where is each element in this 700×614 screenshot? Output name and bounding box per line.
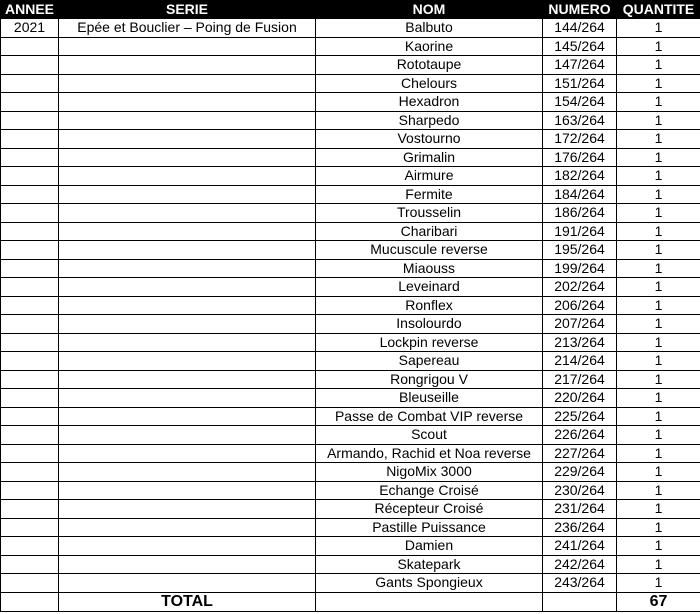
header-annee: ANNEE <box>1 1 59 19</box>
cell-nom: Grimalin <box>316 148 543 167</box>
cell-nom: Echange Croisé <box>316 481 543 500</box>
cell-serie <box>59 537 316 556</box>
cell-numero: 199/264 <box>543 259 617 278</box>
cell-annee <box>1 518 59 537</box>
cell-serie <box>59 463 316 482</box>
cell-quantite: 1 <box>617 259 700 278</box>
cell-nom: Fermite <box>316 185 543 204</box>
cell-nom: Miaouss <box>316 259 543 278</box>
cell-numero: 242/264 <box>543 555 617 574</box>
cell-numero: 214/264 <box>543 352 617 371</box>
table-row <box>1 204 700 223</box>
table-row <box>1 130 700 149</box>
cell-numero: 241/264 <box>543 537 617 556</box>
cell-numero: 220/264 <box>543 389 617 408</box>
cell-numero: 182/264 <box>543 167 617 186</box>
header-row <box>1 1 700 19</box>
cell-quantite: 1 <box>617 481 700 500</box>
table-row <box>1 574 700 593</box>
total-spacer <box>1 592 59 611</box>
cell-nom: Insolourdo <box>316 315 543 334</box>
cell-nom: Sharpedo <box>316 111 543 130</box>
cell-annee <box>1 537 59 556</box>
cell-serie <box>59 352 316 371</box>
cell-nom: Kaorine <box>316 37 543 56</box>
cell-nom: Mucuscule reverse <box>316 241 543 260</box>
table-row <box>1 315 700 334</box>
cell-serie <box>59 204 316 223</box>
cell-annee <box>1 167 59 186</box>
cell-serie <box>59 333 316 352</box>
cell-nom: Gants Spongieux <box>316 574 543 593</box>
cell-annee <box>1 352 59 371</box>
cell-annee <box>1 333 59 352</box>
cell-serie <box>59 481 316 500</box>
cell-quantite: 1 <box>617 185 700 204</box>
cell-serie <box>59 407 316 426</box>
cell-annee <box>1 185 59 204</box>
cell-nom: Lockpin reverse <box>316 333 543 352</box>
table-row <box>1 481 700 500</box>
cell-annee: 2021 <box>1 19 59 38</box>
cell-quantite: 1 <box>617 130 700 149</box>
total-empty-numero <box>543 592 617 611</box>
cell-quantite: 1 <box>617 555 700 574</box>
cell-numero: 172/264 <box>543 130 617 149</box>
cell-nom: Skatepark <box>316 555 543 574</box>
header-serie: SERIE <box>59 1 316 19</box>
cell-quantite: 1 <box>617 463 700 482</box>
cell-serie <box>59 148 316 167</box>
table-row <box>1 333 700 352</box>
header-nom: NOM <box>316 1 543 19</box>
cell-serie <box>59 93 316 112</box>
cell-annee <box>1 370 59 389</box>
table-row <box>1 93 700 112</box>
cell-annee <box>1 148 59 167</box>
cell-annee <box>1 259 59 278</box>
table-row <box>1 463 700 482</box>
cell-nom: Passe de Combat VIP reverse <box>316 407 543 426</box>
cell-quantite: 1 <box>617 74 700 93</box>
table-row <box>1 278 700 297</box>
cell-numero: 186/264 <box>543 204 617 223</box>
cell-nom: Pastille Puissance <box>316 518 543 537</box>
cell-serie <box>59 278 316 297</box>
cell-quantite: 1 <box>617 222 700 241</box>
cell-serie <box>59 555 316 574</box>
cell-numero: 217/264 <box>543 370 617 389</box>
cell-quantite: 1 <box>617 19 700 38</box>
cell-annee <box>1 111 59 130</box>
table-row <box>1 37 700 56</box>
cell-nom: Chelours <box>316 74 543 93</box>
cell-quantite: 1 <box>617 37 700 56</box>
cell-serie <box>59 389 316 408</box>
cell-annee <box>1 278 59 297</box>
cell-annee <box>1 222 59 241</box>
cell-annee <box>1 463 59 482</box>
table-row <box>1 407 700 426</box>
cell-nom: Leveinard <box>316 278 543 297</box>
cell-quantite: 1 <box>617 500 700 519</box>
cell-serie <box>59 241 316 260</box>
cell-numero: 226/264 <box>543 426 617 445</box>
cell-quantite: 1 <box>617 407 700 426</box>
cell-quantite: 1 <box>617 296 700 315</box>
cell-nom: Airmure <box>316 167 543 186</box>
cell-quantite: 1 <box>617 518 700 537</box>
cell-serie <box>59 444 316 463</box>
cell-annee <box>1 426 59 445</box>
cell-nom: Balbuto <box>316 19 543 38</box>
cell-annee <box>1 56 59 75</box>
cell-serie <box>59 426 316 445</box>
cell-annee <box>1 241 59 260</box>
cell-serie <box>59 74 316 93</box>
cell-nom: Sapereau <box>316 352 543 371</box>
cell-numero: 151/264 <box>543 74 617 93</box>
cell-numero: 184/264 <box>543 185 617 204</box>
cell-nom: Ronflex <box>316 296 543 315</box>
table-row <box>1 222 700 241</box>
table-row <box>1 500 700 519</box>
cell-serie <box>59 222 316 241</box>
cell-quantite: 1 <box>617 389 700 408</box>
cell-nom: Hexadron <box>316 93 543 112</box>
table-row <box>1 74 700 93</box>
cell-numero: 206/264 <box>543 296 617 315</box>
cell-quantite: 1 <box>617 167 700 186</box>
cell-nom: Trousselin <box>316 204 543 223</box>
cell-annee <box>1 37 59 56</box>
table-row <box>1 111 700 130</box>
cell-nom: Damien <box>316 537 543 556</box>
cell-numero: 230/264 <box>543 481 617 500</box>
cell-serie <box>59 315 316 334</box>
cell-annee <box>1 204 59 223</box>
cell-numero: 229/264 <box>543 463 617 482</box>
cell-nom: Rongrigou V <box>316 370 543 389</box>
cell-numero: 202/264 <box>543 278 617 297</box>
cell-numero: 163/264 <box>543 111 617 130</box>
cell-annee <box>1 481 59 500</box>
table-row <box>1 352 700 371</box>
cell-serie <box>59 370 316 389</box>
cell-quantite: 1 <box>617 574 700 593</box>
cell-quantite: 1 <box>617 56 700 75</box>
cell-nom: Scout <box>316 426 543 445</box>
total-value: 67 <box>617 592 700 611</box>
cell-quantite: 1 <box>617 148 700 167</box>
cell-serie <box>59 574 316 593</box>
cell-nom: NigoMix 3000 <box>316 463 543 482</box>
cell-serie <box>59 130 316 149</box>
cell-numero: 207/264 <box>543 315 617 334</box>
table-row <box>1 56 700 75</box>
cell-quantite: 1 <box>617 370 700 389</box>
cell-numero: 176/264 <box>543 148 617 167</box>
cell-serie <box>59 500 316 519</box>
cell-annee <box>1 500 59 519</box>
cell-annee <box>1 389 59 408</box>
cell-nom: Bleuseille <box>316 389 543 408</box>
cell-quantite: 1 <box>617 537 700 556</box>
cell-numero: 144/264 <box>543 19 617 38</box>
table-row <box>1 426 700 445</box>
cell-annee <box>1 407 59 426</box>
cell-quantite: 1 <box>617 444 700 463</box>
cell-quantite: 1 <box>617 241 700 260</box>
table-row <box>1 259 700 278</box>
cell-nom: Rototaupe <box>316 56 543 75</box>
table-row <box>1 518 700 537</box>
cell-quantite: 1 <box>617 333 700 352</box>
cell-nom: Récepteur Croisé <box>316 500 543 519</box>
cell-annee <box>1 555 59 574</box>
cell-nom: Armando, Rachid et Noa reverse <box>316 444 543 463</box>
table-row <box>1 241 700 260</box>
table-row <box>1 444 700 463</box>
table-row <box>1 185 700 204</box>
cell-numero: 154/264 <box>543 93 617 112</box>
header-numero: NUMERO <box>543 1 617 19</box>
cell-nom: Charibari <box>316 222 543 241</box>
cell-quantite: 1 <box>617 204 700 223</box>
cell-numero: 225/264 <box>543 407 617 426</box>
total-empty-nom <box>316 592 543 611</box>
cell-quantite: 1 <box>617 352 700 371</box>
cell-numero: 191/264 <box>543 222 617 241</box>
table-row <box>1 148 700 167</box>
cell-annee <box>1 574 59 593</box>
cell-serie <box>59 37 316 56</box>
cell-quantite: 1 <box>617 278 700 297</box>
cell-serie <box>59 111 316 130</box>
cell-annee <box>1 315 59 334</box>
table-row <box>1 555 700 574</box>
table-row <box>1 370 700 389</box>
table-body <box>1 19 700 593</box>
cell-serie <box>59 518 316 537</box>
cell-serie: Epée et Bouclier – Poing de Fusion <box>59 19 316 38</box>
cell-quantite: 1 <box>617 315 700 334</box>
cell-numero: 227/264 <box>543 444 617 463</box>
table-row <box>1 296 700 315</box>
cell-serie <box>59 56 316 75</box>
total-row <box>1 592 700 611</box>
table-row <box>1 389 700 408</box>
cell-annee <box>1 93 59 112</box>
cell-annee <box>1 130 59 149</box>
cell-annee <box>1 296 59 315</box>
cell-quantite: 1 <box>617 93 700 112</box>
cell-annee <box>1 74 59 93</box>
table-row <box>1 167 700 186</box>
cell-serie <box>59 185 316 204</box>
cell-serie <box>59 167 316 186</box>
cell-numero: 195/264 <box>543 241 617 260</box>
cell-quantite: 1 <box>617 426 700 445</box>
cell-nom: Vostourno <box>316 130 543 149</box>
cell-annee <box>1 444 59 463</box>
cell-numero: 231/264 <box>543 500 617 519</box>
cell-numero: 236/264 <box>543 518 617 537</box>
cell-quantite: 1 <box>617 111 700 130</box>
cell-numero: 147/264 <box>543 56 617 75</box>
cell-serie <box>59 296 316 315</box>
header-quantite: QUANTITE <box>617 1 700 19</box>
cell-numero: 213/264 <box>543 333 617 352</box>
cell-numero: 145/264 <box>543 37 617 56</box>
table-row <box>1 19 700 38</box>
cell-serie <box>59 259 316 278</box>
total-label: TOTAL <box>59 592 316 611</box>
table-row <box>1 537 700 556</box>
cell-numero: 243/264 <box>543 574 617 593</box>
